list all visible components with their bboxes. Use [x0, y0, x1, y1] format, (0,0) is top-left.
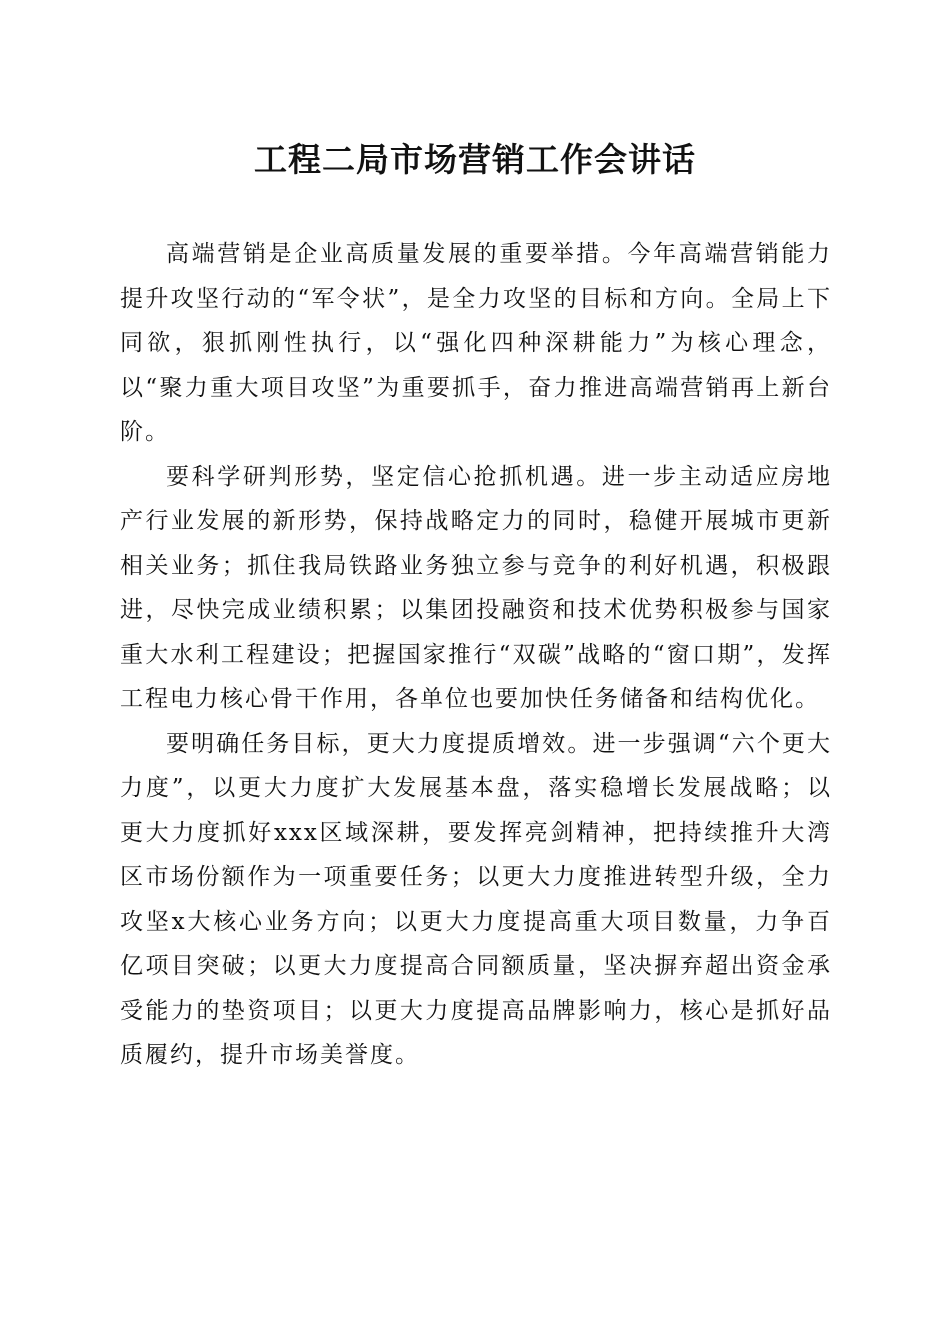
paragraph-targets: 要明确任务目标，更大力度提质增效。进一步强调“六个更大力度”，以更大力度扩大发展基本盘，落实稳增长发展战略；以更大力度抓好xxx区域深耕，要发挥亮剑精神，把持续推升大湾区市场份额作为一项重要任务；以更大力度推进转型升级，全力攻坚x大核心业务方向；以更大力度提高重大项目数量，力争百亿项目突破；以更大力度提高合同额质量，坚决摒弃超出资金承受能力的垫资项目；以更大力度提高品牌影响力，核心是抓好品质履约，提升市场美誉度。 [120, 730, 832, 1068]
document-body [120, 232, 832, 1078]
document-title: 工程二局市场营销工作会讲话 [254, 140, 696, 179]
paragraph-situation: 要科学研判形势，坚定信心抢抓机遇。进一步主动适应房地产行业发展的新形势，保持战略定力的同时，稳健开展城市更新相关业务；抓住我局铁路业务独立参与竞争的利好机遇，积极跟进，尽快完成业绩积累；以集团投融资和技术优势积极参与国家重大水利工程建设；把握国家推行“双碳”战略的“窗口期”，发挥工程电力核心骨干作用，各单位也要加快任务储备和结构优化。 [120, 463, 832, 712]
paragraph-intro: 高端营销是企业高质量发展的重要举措。今年高端营销能力提升攻坚行动的“军令状”，是全力攻坚的目标和方向。全局上下同欲，狠抓刚性执行，以“强化四种深耕能力”为核心理念，以“聚力重大项目攻坚”为重要抓手，奋力推进高端营销再上新台阶。 [120, 241, 832, 445]
